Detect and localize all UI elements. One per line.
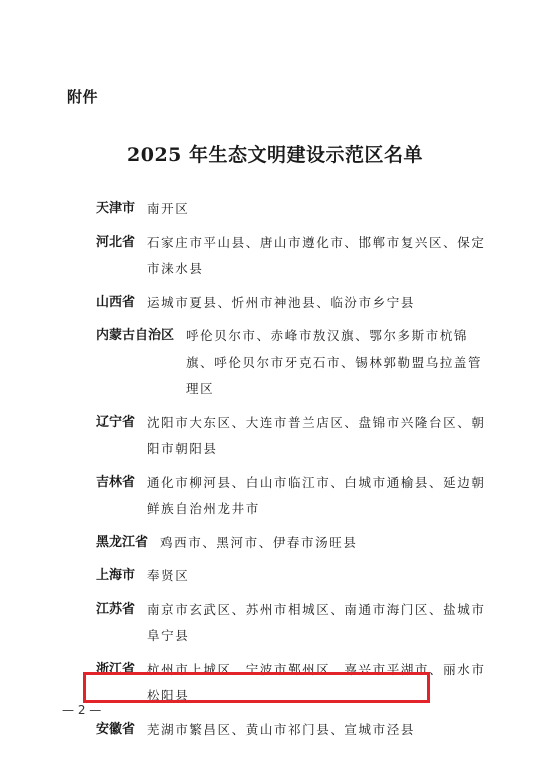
list-item (96, 563, 492, 590)
list-item (96, 323, 492, 403)
attachment-label: 附件 (67, 88, 99, 106)
region-list (96, 196, 492, 750)
list-item (96, 530, 492, 557)
list-item (96, 717, 492, 744)
city-list: 呼伦贝尔市、赤峰市敖汉旗、鄂尔多斯市杭锦旗、呼伦贝尔市牙克石市、锡林郭勒盟乌拉盖管理区 (186, 328, 483, 396)
province-name: 河北省 (96, 234, 136, 250)
city-list: 杭州市上城区、宁波市鄞州区、嘉兴市平湖市、丽水市松阳县 (147, 661, 486, 703)
province-name: 黑龙江省 (96, 534, 149, 550)
city-list: 鸡西市、黑河市、伊春市汤旺县 (160, 534, 358, 550)
province-name: 辽宁省 (96, 414, 136, 430)
province-name: 安徽省 (96, 721, 136, 737)
province-name: 上海市 (96, 568, 136, 583)
province-name: 内蒙古自治区 (96, 328, 175, 343)
document-title: 2025 年生态文明建设示范区名单 (127, 144, 423, 166)
province-name: 浙江省 (96, 661, 136, 677)
province-name: 吉林省 (96, 474, 136, 490)
city-list: 运城市夏县、忻州市神池县、临汾市乡宁县 (147, 294, 415, 310)
city-list: 通化市柳河县、白山市临江市、白城市通榆县、延边朝鲜族自治州龙井市 (147, 474, 486, 516)
city-list: 芜湖市繁昌区、黄山市祁门县、宣城市泾县 (147, 721, 415, 737)
list-item (96, 410, 492, 463)
list-item (96, 470, 492, 523)
province-name: 江苏省 (96, 601, 136, 617)
province-name: 山西省 (96, 294, 136, 310)
list-item (96, 230, 492, 283)
city-list: 南京市玄武区、苏州市相城区、南通市海门区、盐城市阜宁县 (147, 601, 486, 643)
city-list: 沈阳市大东区、大连市普兰店区、盘锦市兴隆台区、朝阳市朝阳县 (147, 414, 486, 456)
city-list: 南开区 (147, 201, 190, 216)
city-list: 石家庄市平山县、唐山市遵化市、邯郸市复兴区、保定市涞水县 (147, 234, 486, 276)
province-name: 天津市 (96, 201, 136, 216)
city-list: 奉贤区 (147, 568, 190, 583)
list-item (96, 290, 492, 317)
list-item (96, 597, 492, 650)
page-number: — 2 — (62, 703, 102, 717)
highlight-box (83, 672, 430, 703)
list-item (96, 196, 492, 223)
